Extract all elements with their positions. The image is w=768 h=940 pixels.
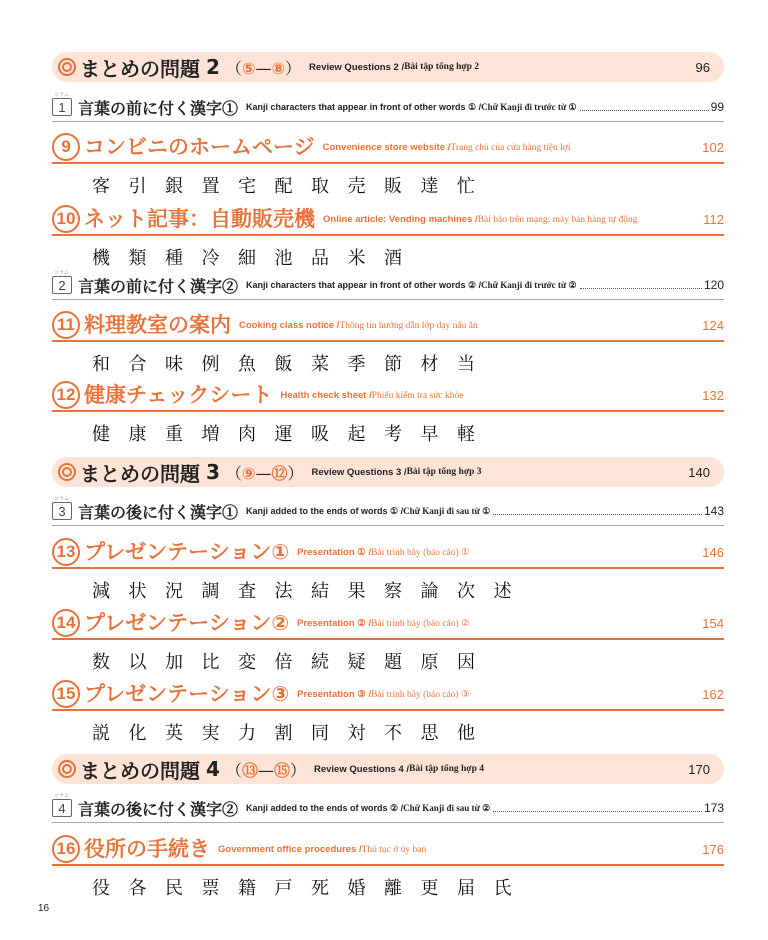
review-title: まとめの問題	[80, 56, 200, 81]
kanji: 売	[347, 176, 366, 197]
divider	[52, 822, 724, 823]
kanji: 達	[420, 176, 439, 197]
kanji: 役	[92, 878, 110, 899]
kanji: 果	[347, 581, 366, 602]
kanji: 節	[384, 354, 402, 375]
kanji: 婚	[347, 878, 366, 899]
column-entry[interactable]	[52, 796, 724, 820]
column-title: 言葉の前に付く漢字②	[78, 276, 239, 296]
kanji: 肉	[238, 424, 256, 445]
lesson-vietnamese: Bài báo trên mạng: máy bán hàng tự động	[477, 215, 638, 225]
review-number: 2	[206, 55, 220, 79]
dot-leader	[580, 110, 709, 111]
lesson-english: Cooking class notice /	[239, 320, 340, 331]
kanji: 魚	[238, 354, 256, 375]
lesson-page: 102	[702, 140, 724, 155]
kanji: 種	[165, 248, 183, 269]
lesson-page: 146	[702, 545, 724, 560]
kanji: 述	[493, 581, 512, 602]
kanji: 力	[238, 723, 256, 744]
kanji: 以	[128, 652, 147, 673]
lesson-vietnamese: Bài trình bày (báo cáo) ①	[371, 548, 470, 558]
kanji: 味	[165, 354, 183, 375]
column-page: 143	[703, 504, 724, 518]
kanji: 忙	[457, 176, 475, 197]
kanji: 論	[420, 581, 439, 602]
lesson-vietnamese: Bài trình bày (báo cáo) ③	[371, 690, 470, 700]
kanji: 康	[128, 424, 147, 445]
lesson-number-badge: 9	[52, 133, 80, 161]
kanji: 戸	[274, 878, 293, 899]
lesson-title: 役所の手続き	[84, 837, 210, 861]
lesson-entry[interactable]	[52, 677, 724, 745]
kanji: 思	[420, 723, 439, 744]
lesson-entry[interactable]	[52, 130, 724, 198]
column-number-box: コラム 4	[52, 799, 72, 817]
kanji: 況	[165, 581, 183, 602]
divider	[52, 299, 724, 300]
lesson-english: Online article: Vending machines /	[323, 214, 478, 225]
kanji-list	[52, 244, 724, 270]
lesson-title: プレゼンテーション①	[84, 540, 290, 564]
review-banner[interactable]	[52, 754, 724, 784]
column-vietnamese: Chữ Kanji đi trước từ ①	[481, 101, 577, 112]
kanji: 増	[201, 424, 220, 445]
kanji: 票	[201, 878, 220, 899]
divider	[52, 525, 724, 526]
lesson-title: ネット記事：自動販売機	[84, 207, 315, 231]
kanji-list	[52, 719, 724, 745]
kanji: 材	[420, 354, 439, 375]
double-circle-icon	[58, 463, 76, 481]
review-vietnamese: Bài tập tổng hợp 3	[406, 467, 482, 477]
kanji: 米	[347, 248, 366, 269]
kanji: 察	[384, 581, 402, 602]
column-english: Kanji added to the ends of words ① /	[246, 505, 404, 516]
kanji: 販	[384, 176, 402, 197]
column-entry[interactable]	[52, 273, 724, 297]
kanji: 同	[311, 723, 329, 744]
kanji: 更	[420, 878, 439, 899]
lesson-entry[interactable]	[52, 832, 724, 900]
divider	[52, 121, 724, 122]
kanji-list	[52, 874, 724, 900]
column-number-box: コラム 2	[52, 276, 72, 294]
kanji: 類	[128, 248, 147, 269]
kanji: 説	[92, 723, 110, 744]
kanji: 運	[274, 424, 293, 445]
lesson-vietnamese: Trang chủ của cửa hàng tiện lợi	[450, 143, 571, 153]
kanji: 不	[384, 723, 402, 744]
lesson-page: 124	[702, 318, 724, 333]
kanji: 減	[92, 581, 110, 602]
kanji-list	[52, 648, 724, 674]
review-english: Review Questions 2 /	[309, 61, 405, 73]
kanji: 配	[274, 176, 293, 197]
review-title: まとめの問題	[80, 758, 200, 783]
kanji: 各	[128, 878, 147, 899]
kanji: 起	[347, 424, 366, 445]
kanji: 死	[311, 878, 329, 899]
kanji: 続	[311, 652, 329, 673]
column-number-box: コラム 1	[52, 98, 72, 116]
kanji: 籍	[238, 878, 256, 899]
kanji: 当	[457, 354, 475, 375]
kanji-list	[52, 172, 724, 198]
kanji: 和	[92, 354, 110, 375]
lesson-number-badge: 10	[52, 205, 80, 233]
lesson-title: プレゼンテーション②	[84, 611, 290, 635]
kanji: 加	[165, 652, 183, 673]
kanji: 倍	[274, 652, 293, 673]
column-title: 言葉の後に付く漢字①	[78, 502, 239, 522]
lesson-number-badge: 15	[52, 680, 80, 708]
lesson-english: Presentation ① /	[297, 547, 372, 558]
kanji: 重	[165, 424, 183, 445]
review-english: Review Questions 3 /	[311, 466, 407, 478]
kanji: 取	[311, 176, 329, 197]
kanji: 数	[92, 652, 110, 673]
lesson-title: プレゼンテーション③	[84, 682, 290, 706]
double-circle-icon	[58, 760, 76, 778]
lesson-english: Government office procedures /	[218, 844, 362, 855]
review-number: 3	[206, 460, 220, 484]
kanji-list	[52, 420, 724, 446]
review-title: まとめの問題	[80, 461, 200, 486]
review-range: （⑨—⑫）	[225, 463, 304, 483]
kanji: 宅	[238, 176, 256, 197]
kanji: 健	[92, 424, 110, 445]
column-english: Kanji characters that appear in front of other words ① /	[246, 101, 482, 112]
kanji: 考	[384, 424, 402, 445]
double-circle-icon	[58, 58, 76, 76]
kanji: 変	[238, 652, 256, 673]
column-vietnamese: Chữ Kanji đi sau từ ②	[403, 802, 491, 813]
kanji: 実	[201, 723, 220, 744]
kanji: 届	[457, 878, 475, 899]
kanji: 季	[347, 354, 366, 375]
column-vietnamese: Chữ Kanji đi sau từ ①	[403, 505, 491, 516]
kanji: 吸	[311, 424, 329, 445]
lesson-number-badge: 11	[52, 311, 80, 339]
lesson-page: 132	[702, 388, 724, 403]
lesson-entry[interactable]	[52, 535, 724, 603]
lesson-number-badge: 14	[52, 609, 80, 637]
lesson-title: コンビニのホームページ	[84, 135, 315, 159]
kanji: 冷	[201, 248, 220, 269]
review-range: （⑤—⑧）	[225, 58, 302, 78]
kanji: 細	[238, 248, 256, 269]
kanji: 英	[165, 723, 183, 744]
kanji-list	[52, 350, 724, 376]
dot-leader	[493, 811, 702, 812]
lesson-english: Convenience store website /	[322, 142, 451, 153]
lesson-english: Presentation ② /	[297, 618, 372, 629]
kanji: 結	[311, 581, 329, 602]
column-page: 173	[703, 801, 724, 815]
column-page: 99	[710, 100, 724, 114]
kanji: 菜	[311, 354, 329, 375]
kanji: 早	[420, 424, 439, 445]
kanji: 原	[420, 652, 439, 673]
column-title: 言葉の後に付く漢字②	[78, 799, 239, 819]
review-page: 96	[695, 59, 710, 75]
kanji: 氏	[493, 878, 512, 899]
kanji: 引	[128, 176, 147, 197]
kanji: 因	[457, 652, 475, 673]
column-entry[interactable]	[52, 499, 724, 523]
column-entry[interactable]	[52, 95, 724, 119]
kanji: 調	[201, 581, 220, 602]
lesson-number-badge: 16	[52, 835, 80, 863]
kanji: 合	[128, 354, 147, 375]
kanji-list	[52, 577, 724, 603]
kanji: 銀	[165, 176, 183, 197]
dot-leader	[493, 514, 702, 515]
lesson-number-badge: 13	[52, 538, 80, 566]
kanji: 例	[201, 354, 220, 375]
lesson-page: 162	[702, 687, 724, 702]
column-vietnamese: Chữ Kanji đi trước từ ②	[481, 279, 577, 290]
review-banner[interactable]	[52, 52, 724, 82]
kanji: 状	[128, 581, 147, 602]
lesson-entry[interactable]	[52, 606, 724, 674]
column-english: Kanji characters that appear in front of other words ② /	[246, 279, 482, 290]
review-page: 170	[688, 761, 710, 777]
lesson-vietnamese: Bài trình bày (báo cáo) ②	[371, 619, 470, 629]
lesson-title: 料理教室の案内	[84, 313, 231, 337]
lesson-entry[interactable]	[52, 378, 724, 446]
kanji: 軽	[457, 424, 475, 445]
kanji: 民	[165, 878, 183, 899]
lesson-english: Presentation ③ /	[297, 689, 372, 700]
review-banner[interactable]	[52, 457, 724, 487]
kanji: 他	[457, 723, 475, 744]
dot-leader	[580, 288, 702, 289]
review-english: Review Questions 4 /	[313, 763, 410, 775]
column-english: Kanji added to the ends of words ② /	[246, 802, 404, 813]
lesson-entry[interactable]	[52, 308, 724, 376]
kanji: 対	[347, 723, 366, 744]
page-number: 16	[38, 903, 50, 914]
kanji: 題	[384, 652, 402, 673]
kanji: 飯	[274, 354, 293, 375]
lesson-entry[interactable]	[52, 202, 724, 270]
lesson-page: 112	[703, 212, 724, 227]
kanji: 次	[457, 581, 475, 602]
review-vietnamese: Bài tập tổng hợp 2	[404, 62, 480, 72]
lesson-vietnamese: Thủ tục ở ủy ban	[361, 845, 427, 855]
kanji: 客	[92, 176, 110, 197]
kanji: 品	[311, 248, 329, 269]
kanji: 酒	[384, 248, 402, 269]
lesson-vietnamese: Phiếu kiểm tra sức khỏe	[371, 391, 464, 401]
kanji: 比	[201, 652, 220, 673]
kanji: 割	[274, 723, 293, 744]
review-page: 140	[688, 464, 710, 480]
kanji: 法	[274, 581, 293, 602]
kanji: 査	[238, 581, 256, 602]
column-number-box: コラム 3	[52, 502, 72, 520]
lesson-page: 176	[702, 842, 724, 857]
lesson-number-badge: 12	[52, 381, 80, 409]
column-page: 120	[703, 278, 724, 292]
review-range: （⑬—⑮）	[225, 760, 306, 780]
review-vietnamese: Bài tập tổng hợp 4	[409, 764, 484, 774]
lesson-page: 154	[702, 616, 724, 631]
lesson-english: Health check sheet /	[280, 390, 372, 401]
kanji: 疑	[347, 652, 366, 673]
kanji: 化	[128, 723, 147, 744]
kanji: 離	[384, 878, 402, 899]
review-number: 4	[206, 757, 220, 781]
column-title: 言葉の前に付く漢字①	[78, 98, 239, 118]
kanji: 機	[92, 248, 110, 269]
kanji: 池	[274, 248, 293, 269]
kanji: 置	[201, 176, 220, 197]
lesson-title: 健康チェックシート	[84, 383, 273, 407]
lesson-vietnamese: Thông tin hướng dẫn lớp dạy nấu ăn	[339, 321, 478, 331]
